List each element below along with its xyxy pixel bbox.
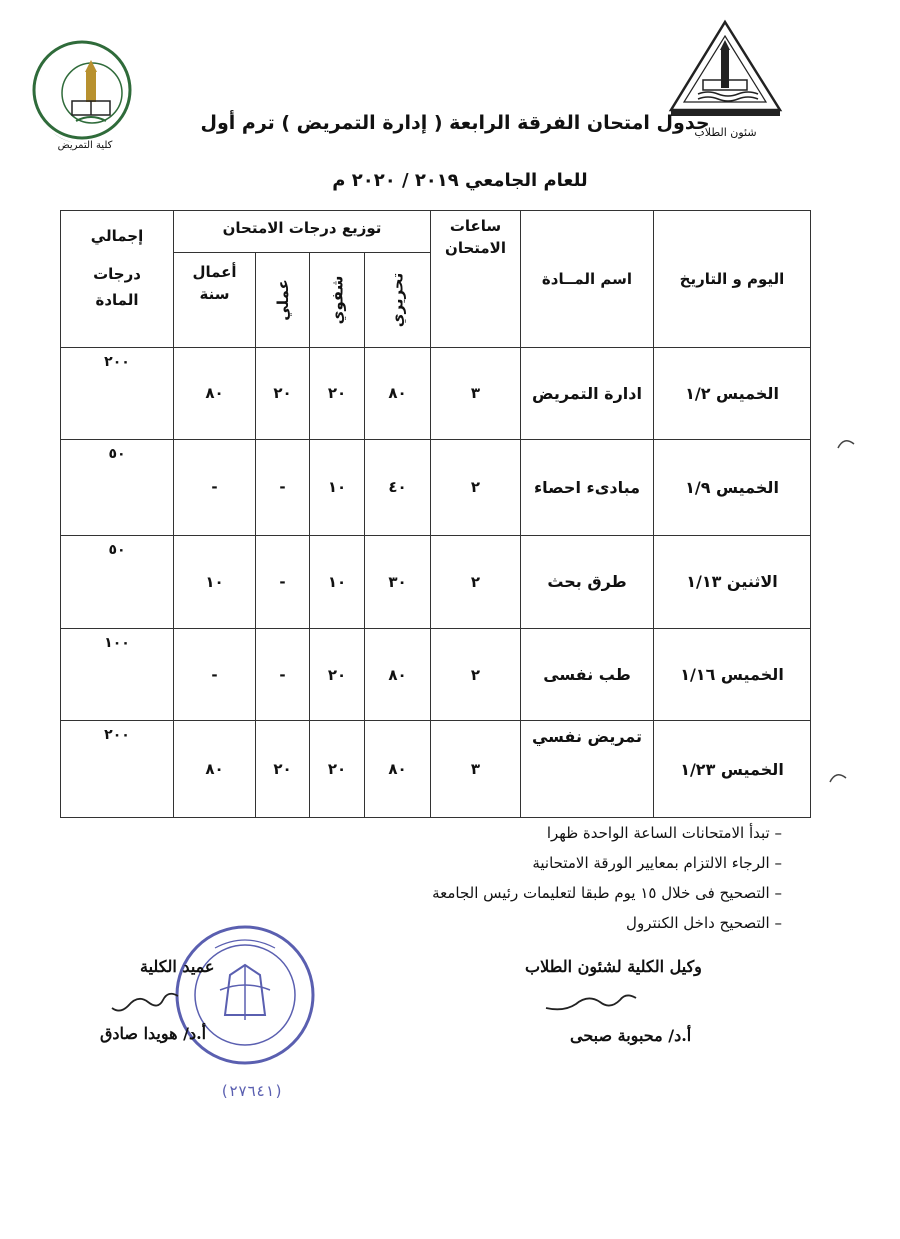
row-total: ١٠٠ — [61, 629, 174, 721]
row-practical: - — [256, 440, 310, 535]
table-header-row — [61, 211, 811, 253]
stamp-number: (٢٧٦٤١) — [220, 1082, 284, 1100]
page-title: جدول امتحان الفرقة الرابعة ( إدارة التمريض ) ترم أول — [200, 112, 710, 134]
table-row — [61, 347, 811, 439]
row-year-work: ٨٠ — [174, 721, 256, 818]
row-date: الخميس ١/٢ — [654, 347, 811, 439]
row-year-work: ٨٠ — [174, 347, 256, 439]
note-item: – تبدأ الامتحانات الساعة الواحدة ظهرا — [282, 818, 782, 848]
header-oral — [310, 253, 365, 347]
table-row — [61, 721, 811, 818]
table-row — [61, 535, 811, 628]
header-exam-hours-text: ساعات الامتحان — [445, 217, 506, 257]
header-practical — [256, 253, 310, 347]
margin-mark — [828, 770, 848, 784]
margin-mark — [836, 436, 856, 450]
header-total-line1: إجمالي — [90, 227, 144, 245]
header-subject: اسم المــادة — [521, 211, 654, 348]
student-affairs-caption: شئون الطلاب — [694, 126, 757, 139]
row-oral: ١٠ — [310, 440, 365, 535]
row-oral: ٢٠ — [310, 347, 365, 439]
faculty-logo-caption: كلية التمريض — [57, 140, 113, 151]
header-exam-hours — [431, 211, 521, 348]
table-row — [61, 629, 811, 721]
note-item: – التصحيح فى خلال ١٥ يوم طبقا لتعليمات رئيس الجامعة — [282, 878, 782, 908]
row-practical: - — [256, 535, 310, 628]
dean-signature — [108, 988, 188, 1018]
header-written-text: تحريري — [388, 272, 407, 328]
row-subject: طب نفسى — [521, 629, 654, 721]
notes-list — [282, 818, 782, 938]
row-total: ٥٠ — [61, 440, 174, 535]
header-day-date: اليوم و التاريخ — [654, 211, 811, 348]
row-subject: ادارة التمريض — [521, 347, 654, 439]
row-written: ٨٠ — [365, 629, 431, 721]
header-written — [365, 253, 431, 347]
row-subject: طرق بحث — [521, 535, 654, 628]
header-grade-distribution: توزيع درجات الامتحان — [174, 211, 431, 253]
header-total-grade — [61, 211, 174, 348]
row-total: ٥٠ — [61, 535, 174, 628]
row-oral: ٢٠ — [310, 721, 365, 818]
row-year-work: - — [174, 440, 256, 535]
row-written: ٨٠ — [365, 721, 431, 818]
row-oral: ١٠ — [310, 535, 365, 628]
row-total: ٢٠٠ — [61, 721, 174, 818]
row-written: ٣٠ — [365, 535, 431, 628]
dean-name: أ.د/ هويدا صادق — [100, 1024, 207, 1043]
row-date: الخميس ١/١٦ — [654, 629, 811, 721]
row-year-work: - — [174, 629, 256, 721]
row-written: ٤٠ — [365, 440, 431, 535]
row-subject: مبادىء احصاء — [521, 440, 654, 535]
row-practical: ٢٠ — [256, 721, 310, 818]
row-hours: ٣ — [431, 721, 521, 818]
header-year-work-text: أعمال سنة — [192, 263, 237, 304]
row-hours: ٢ — [431, 535, 521, 628]
header-oral-text: شفوي — [327, 275, 346, 325]
note-item: – التصحيح داخل الكنترول — [282, 908, 782, 938]
row-date: الخميس ١/٩ — [654, 440, 811, 535]
row-hours: ٢ — [431, 629, 521, 721]
header-total-line2: درجات المادة — [93, 265, 141, 309]
row-year-work: ١٠ — [174, 535, 256, 628]
exam-schedule-table — [60, 210, 811, 818]
vice-dean-signature — [540, 990, 640, 1020]
university-stamp — [170, 920, 320, 1070]
vice-dean-title: وكيل الكلية لشئون الطلاب — [525, 957, 702, 976]
row-hours: ٢ — [431, 440, 521, 535]
dean-title: عميد الكلية — [140, 957, 215, 976]
row-total: ٢٠٠ — [61, 347, 174, 439]
note-item: – الرجاء الالتزام بمعايير الورقة الامتحانية — [282, 848, 782, 878]
row-practical: - — [256, 629, 310, 721]
row-practical: ٢٠ — [256, 347, 310, 439]
header-year-work — [174, 253, 256, 347]
header-practical-text: عملي — [273, 279, 292, 321]
row-hours: ٣ — [431, 347, 521, 439]
benha-university-logo — [668, 18, 783, 118]
row-subject: تمريض نفسي — [521, 721, 654, 818]
academic-year-subtitle: للعام الجامعي ٢٠١٩ / ٢٠٢٠ م — [332, 170, 588, 191]
row-date: الاثنين ١/١٣ — [654, 535, 811, 628]
row-oral: ٢٠ — [310, 629, 365, 721]
row-written: ٨٠ — [365, 347, 431, 439]
vice-dean-name: أ.د/ محبوبة صبحى — [570, 1026, 692, 1045]
row-date: الخميس ١/٢٣ — [654, 721, 811, 818]
table-row — [61, 440, 811, 535]
